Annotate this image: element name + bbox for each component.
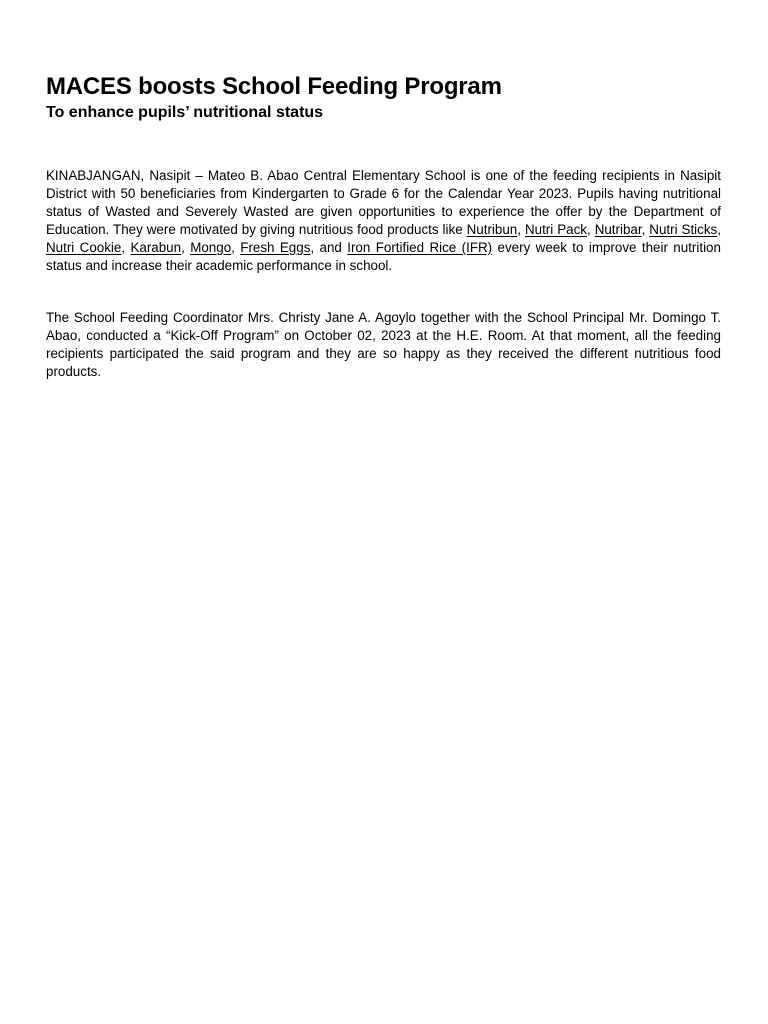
product-fresh-eggs: Fresh Eggs [240,239,311,255]
paragraph-1-outro: every week to improve their nutrition status and increase their academic performance in school. [46,239,721,273]
paragraph-1-intro: KINABJANGAN, Nasipit – Mateo B. Abao Central Elementary School is one of the feeding recipients in Nasipit District with 50 beneficiaries from Kindergarten to Grade 6 for the Calendar Year 2023. Pupils having nutritional status of Wasted and Severely Wasted are given opportunities to experience the offer by the Department of Education. They were motivated by giving nutritious food products like [46,168,721,237]
product-nutri-pack: Nutri Pack [524,221,587,237]
product-iron-fortified-rice: Iron Fortified Rice (IFR) [347,239,493,255]
article-title: MACES boosts School Feeding Program [46,73,502,100]
product-nutri-sticks: Nutri Sticks [649,221,718,237]
article-subtitle: To enhance pupils’ nutritional status [46,104,324,121]
product-nutribun: Nutribun [466,221,518,237]
product-karabun: Karabun [130,239,182,255]
article [46,72,721,381]
paragraph-2: The School Feeding Coordinator Mrs. Christy Jane A. Agoylo together with the School Principal Mr. Domingo T. Abao, conducted a “Kick-Off Program” on October 02, 2023 at the H.E. Room. At that moment, all the feeding recipients participated the said program and they are so happy as they received the different nutritious food products. [46,310,721,380]
product-nutribar: Nutribar [594,221,642,237]
product-mongo: Mongo [190,239,232,255]
paragraph-1: KINABJANGAN, Nasipit – Mateo B. Abao Central Elementary School is one of the feeding recipients in Nasipit District with 50 beneficiaries from Kindergarten to Grade 6 for the Calendar Year 2023. Pupils having nutritional status of Wasted and Severely Wasted are given opportunities to experience the offer by the Department of Education. They were motivated by giving nutritious food products like Nutribun, Nutri Pack, Nutribar, Nutri Sticks, Nutri Cookie, Karabun, Mongo, Fresh Eggs, and Iron Fortified Rice (IFR) every week to improve their nutrition status and increase their academic performance in school. [46,168,721,273]
product-nutri-cookie: Nutri Cookie [46,239,122,255]
